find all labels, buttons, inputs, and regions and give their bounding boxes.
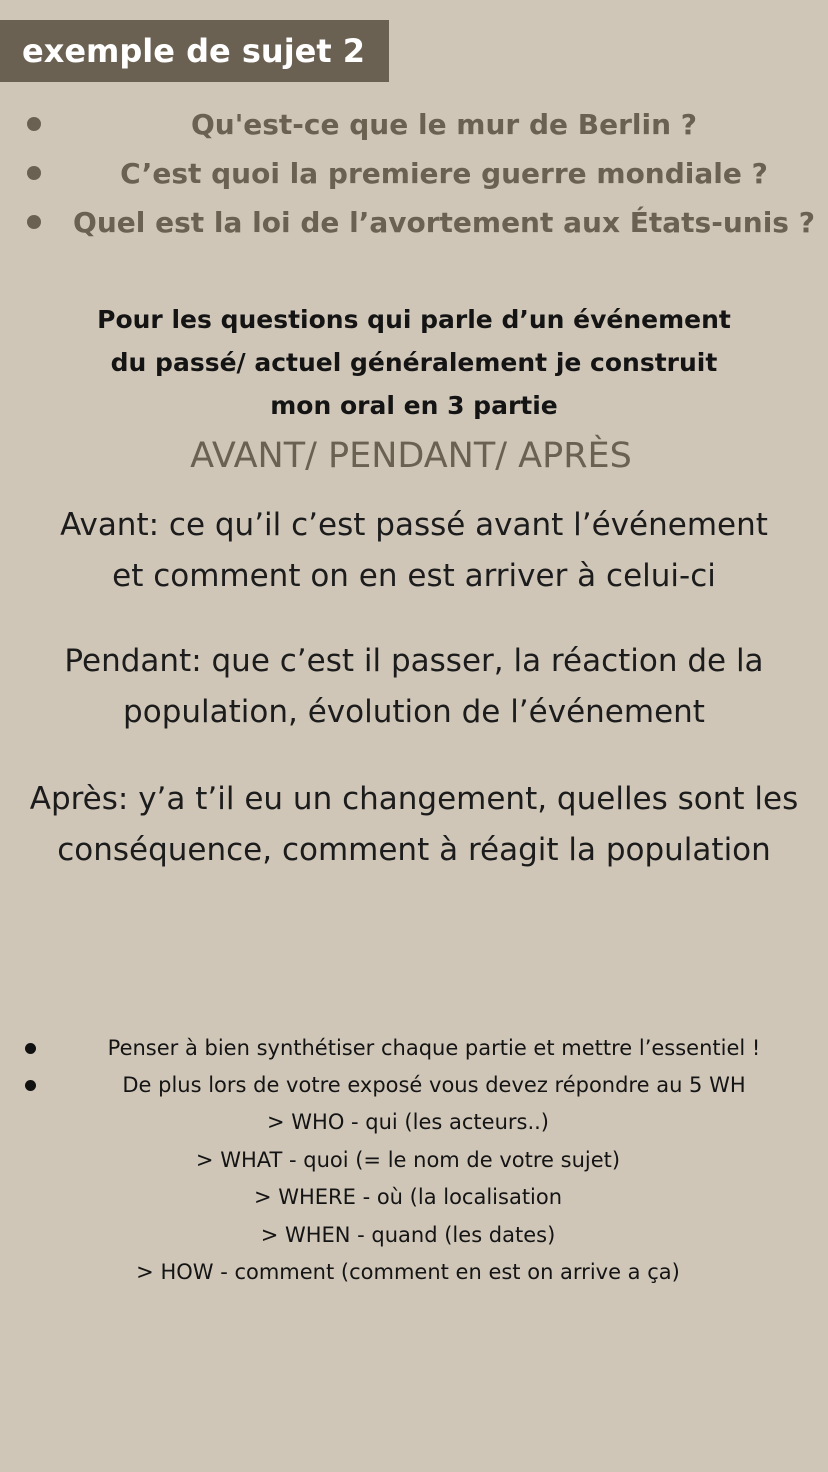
question-text: Qu'est-ce que le mur de Berlin ?	[190, 108, 698, 141]
section-line: et comment on en est arriver à celui-ci	[112, 558, 716, 594]
wh-item: > HOW - comment (comment en est on arrive a ça)	[136, 1260, 680, 1284]
tip-text: Penser à bien synthétiser chaque partie et mettre l’essentiel !	[107, 1036, 761, 1060]
list-item	[0, 100, 828, 149]
tips-list	[0, 1030, 828, 1104]
section-pendant	[0, 636, 828, 738]
section-avant	[0, 500, 828, 602]
bullet-icon	[27, 117, 41, 131]
section-line: Pendant: que c’est il passer, la réaction de la	[64, 643, 764, 679]
wh-item: > WHERE - où (la localisation	[253, 1185, 563, 1209]
wh-item: > WHAT - quoi (= le nom de votre sujet)	[195, 1147, 621, 1172]
list-item	[0, 1067, 828, 1104]
intro-paragraph	[0, 298, 828, 427]
bullet-icon	[27, 166, 41, 180]
question-text: C’est quoi la premiere guerre mondiale ?	[120, 157, 768, 190]
wh-list	[0, 1104, 816, 1292]
wh-item: > WHO - qui (les acteurs..)	[267, 1110, 549, 1134]
phases-heading: AVANT/ PENDANT/ APRÈS	[190, 436, 632, 476]
tip-text: De plus lors de votre exposé vous devez répondre au 5 WH	[122, 1073, 746, 1097]
section-line: population, évolution de l’événement	[123, 694, 705, 730]
list-item	[0, 149, 828, 198]
bullet-icon	[27, 215, 41, 229]
section-line: Avant: ce qu’il c’est passé avant l’événement	[60, 507, 768, 543]
bullet-icon	[25, 1080, 36, 1091]
question-text: Quel est la loi de l’avortement aux États-unis ?	[73, 206, 815, 239]
section-apres	[0, 774, 828, 876]
intro-line: Pour les questions qui parle d’un événement	[97, 305, 731, 334]
page-title: exemple de sujet 2	[0, 20, 389, 82]
intro-line: mon oral en 3 partie	[270, 391, 558, 420]
list-item	[0, 1030, 828, 1067]
list-item	[0, 198, 828, 247]
section-line: conséquence, comment à réagit la population	[57, 832, 771, 868]
question-list	[0, 100, 828, 247]
wh-item: > WHEN - quand (les dates)	[260, 1222, 556, 1247]
bullet-icon	[25, 1043, 36, 1054]
intro-line: du passé/ actuel généralement je construit	[110, 348, 718, 377]
section-line: Après: y’a t’il eu un changement, quelles sont les	[29, 781, 799, 817]
